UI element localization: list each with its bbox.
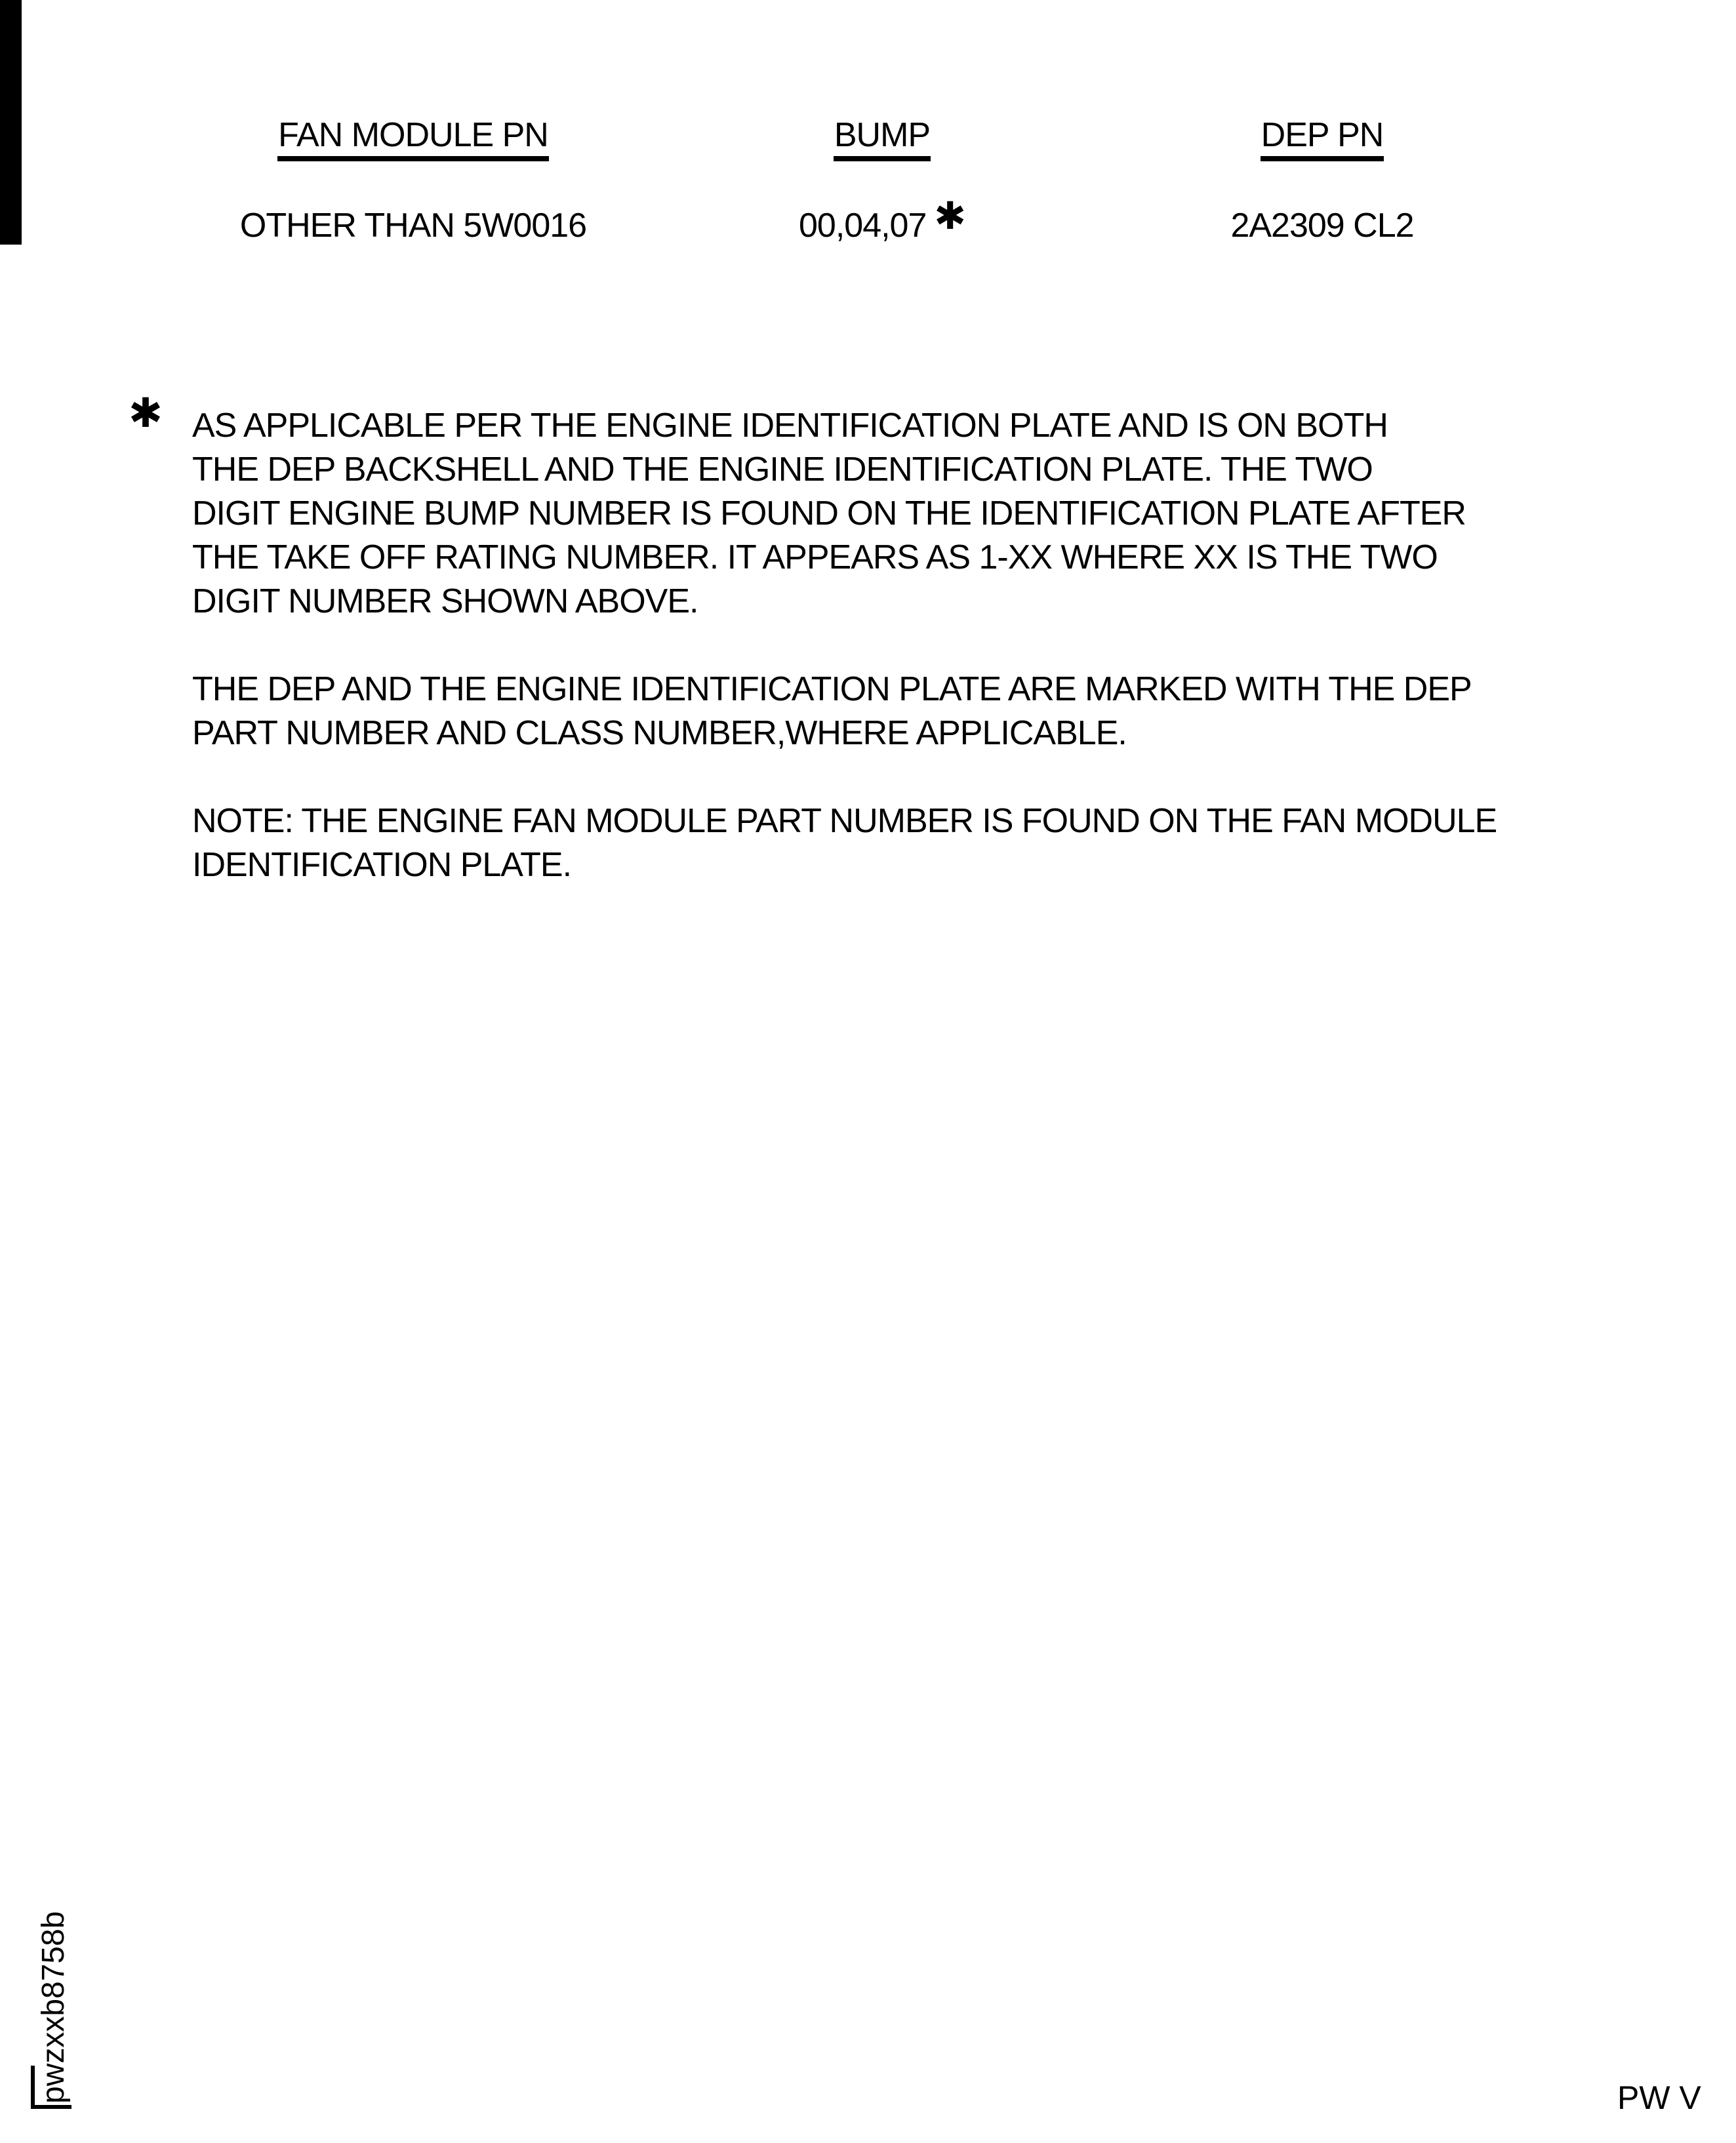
note-paragraph (192, 799, 1701, 887)
fan-module-pn-header: FAN MODULE PN (277, 118, 549, 161)
footnote-asterisk-icon: ✱ (129, 391, 163, 436)
page-code: PW V (1617, 2079, 1701, 2116)
vertical-watermark-code: pwzxxb8758b (36, 1911, 71, 2104)
scan-edge-artifact-bar (0, 0, 22, 245)
footnote-line: PART NUMBER AND CLASS NUMBER,WHERE APPLICABLE. (192, 714, 1127, 752)
footnote-line: THE TAKE OFF RATING NUMBER. IT APPEARS AS 1-XX WHERE XX IS THE TWO (192, 538, 1438, 576)
bump-header: BUMP (834, 118, 931, 161)
footnote-line: DIGIT ENGINE BUMP NUMBER IS FOUND ON THE IDENTIFICATION PLATE AFTER (192, 494, 1466, 532)
dep-pn-cell: 2A2309 CL2 (1230, 207, 1414, 245)
table-column-fan-module-pn (207, 116, 620, 245)
table-column-dep-pn (1220, 116, 1424, 245)
column-header-row (1220, 118, 1424, 161)
bump-cell-value: 00,04,07 (798, 207, 927, 245)
footnote-paragraph-2 (192, 668, 1701, 755)
footnote-line: THE DEP BACKSHELL AND THE ENGINE IDENTIFICATION PLATE. THE TWO (192, 451, 1373, 489)
footnote-line: THE DEP AND THE ENGINE IDENTIFICATION PLATE ARE MARKED WITH THE DEP (192, 670, 1472, 708)
footnote-line: DIGIT NUMBER SHOWN ABOVE. (192, 582, 698, 620)
note-line: IDENTIFICATION PLATE. (192, 846, 572, 884)
fan-module-pn-cell: OTHER THAN 5W0016 (239, 207, 587, 245)
column-header-row (207, 118, 620, 161)
dep-pn-header: DEP PN (1261, 118, 1384, 161)
footnote-line: AS APPLICABLE PER THE ENGINE IDENTIFICATION PLATE AND IS ON BOTH (192, 407, 1388, 445)
footnote-paragraph-1 (192, 404, 1701, 624)
bump-cell: 00,04,07 ✱ (798, 195, 966, 245)
column-header-row (780, 118, 984, 161)
table-column-bump (780, 116, 984, 245)
note-line: NOTE: THE ENGINE FAN MODULE PART NUMBER IS FOUND ON THE FAN MODULE (192, 802, 1497, 840)
